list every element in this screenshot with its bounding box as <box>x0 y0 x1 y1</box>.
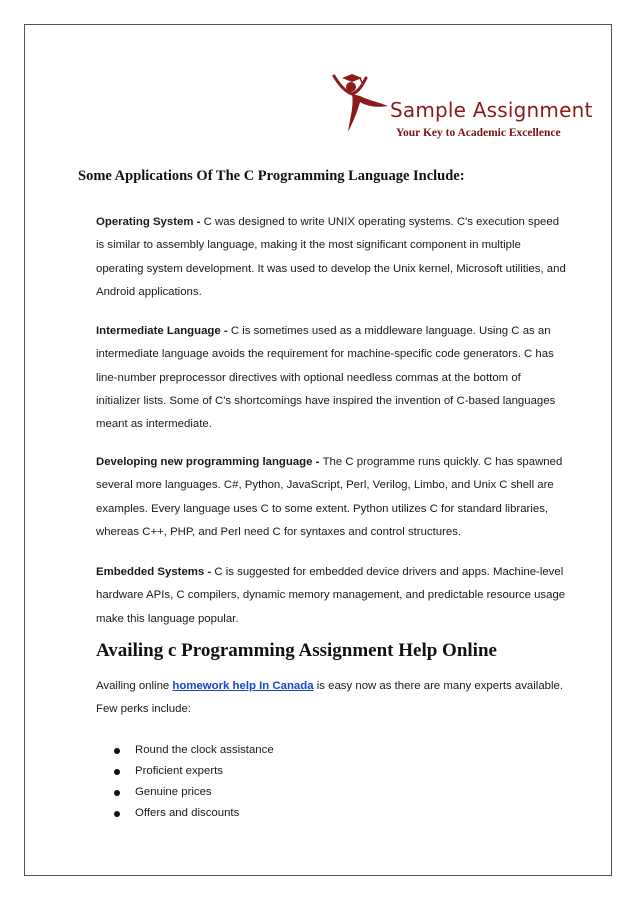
list-item <box>112 761 274 782</box>
section-body: C is sometimes used as a middleware language. Using C as an intermediate language avoids the requirement for machine-specific code generators. C has line-number preprocessor directives with optional needless commas at the bottom of initializer lists. Some of C's shortcomings have inspired the invention of C-based languages meant as intermediate. <box>96 325 556 431</box>
bullet-icon <box>114 790 120 796</box>
section-body: The C programme runs quickly. C has spawned several more languages. C#, Python, JavaScript, Perl, Verilog, Limbo, and Unix C shell are examples. Every language uses C to some extent. Python utilizes C for standard libraries, whereas C++, PHP, and Perl need C for syntaxes and control structures. <box>96 456 563 538</box>
graduate-figure-icon <box>330 72 392 138</box>
section-title: Intermediate Language - <box>96 325 231 337</box>
availing-text-before: Availing online <box>96 680 173 692</box>
section-new-programming-language <box>96 451 566 544</box>
perk-label: Proficient experts <box>135 765 223 777</box>
perk-label: Round the clock assistance <box>135 744 274 756</box>
logo-tagline: Your Key to Academic Excellence <box>396 127 561 139</box>
section-title: Developing new programming language - <box>96 456 323 468</box>
bullet-icon <box>114 811 120 817</box>
perk-label: Genuine prices <box>135 786 212 798</box>
list-item <box>112 740 274 761</box>
section-body: C was designed to write UNIX operating systems. C's execution speed is similar to assembly language, making it the most significant component in multiple operating system development. It was used to develop the Unix kernel, Microsoft utilities, and Android applications. <box>96 216 566 298</box>
section-body: C is suggested for embedded device drivers and apps. Machine-level hardware APIs, C compilers, dynamic memory management, and predictable resource usage make this language popular. <box>96 566 566 625</box>
page-heading: Some Applications Of The C Programming Language Include: <box>78 168 465 184</box>
logo-name: Sample Assignment <box>390 98 593 122</box>
sample-assignment-logo <box>330 72 593 142</box>
availing-paragraph <box>96 675 566 722</box>
section-heading: Availing c Programming Assignment Help Online <box>96 640 497 661</box>
perks-list <box>112 740 274 824</box>
list-item <box>112 782 274 803</box>
section-operating-system <box>96 211 566 304</box>
homework-help-link[interactable]: homework help In Canada <box>172 680 314 692</box>
bullet-icon <box>114 748 120 754</box>
list-item <box>112 803 274 824</box>
section-embedded-systems <box>96 561 566 631</box>
section-intermediate-language <box>96 320 566 436</box>
bullet-icon <box>114 769 120 775</box>
section-title: Embedded Systems - <box>96 566 215 578</box>
section-title: Operating System - <box>96 216 204 228</box>
perk-label: Offers and discounts <box>135 807 240 819</box>
availing-text-after: is easy now as there are many experts available. Few perks include: <box>96 680 564 716</box>
